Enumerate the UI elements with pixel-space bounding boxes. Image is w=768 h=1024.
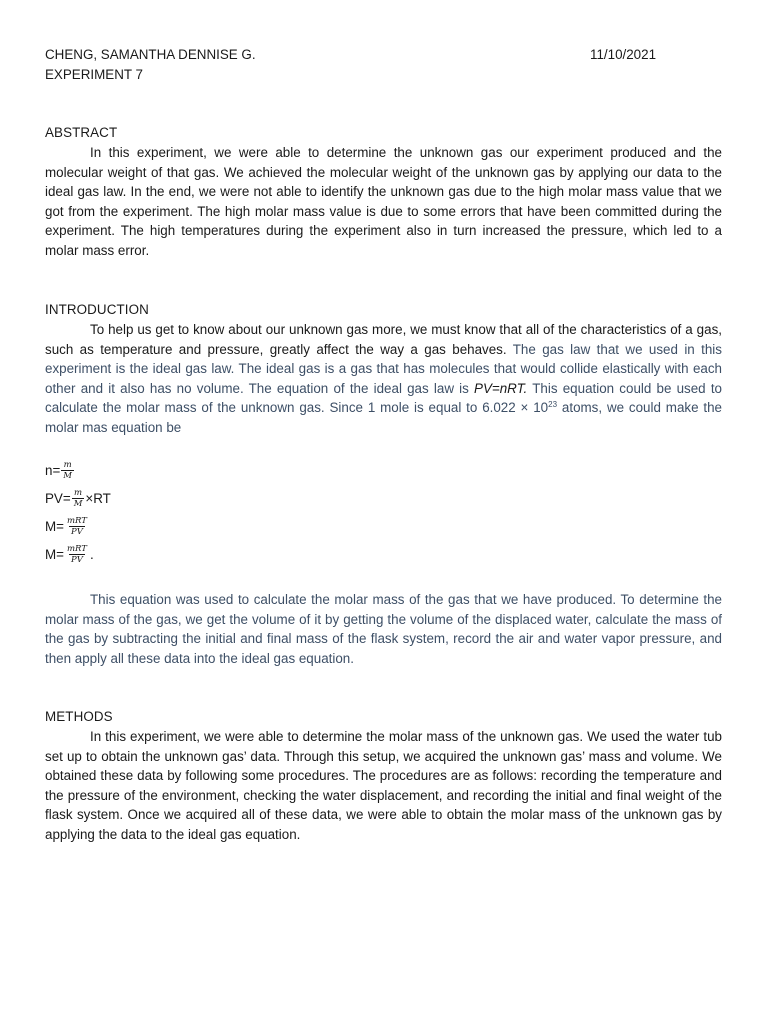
equation-fraction xyxy=(61,460,74,481)
equation-lhs: PV= xyxy=(45,490,71,506)
explanation-paragraph xyxy=(45,590,722,668)
avogadro-exponent: 23 xyxy=(548,400,558,410)
equation-fraction xyxy=(65,516,89,537)
equation-lhs: M= xyxy=(45,518,64,534)
fraction-denominator: M xyxy=(73,498,83,509)
abstract-paragraph xyxy=(45,143,722,261)
fraction-numerator: mRT xyxy=(66,515,87,526)
experiment-number: EXPERIMENT 7 xyxy=(45,67,143,82)
equation-fraction xyxy=(65,544,89,565)
fraction-numerator: m xyxy=(74,487,83,498)
introduction-text-3: This equation could be used to calculate the molar mass of the unknown gas. Since 1 mole is equal to 6.022 × 10 xyxy=(45,380,722,416)
equation-rhs: ×RT xyxy=(85,490,111,506)
fraction-denominator: PV xyxy=(71,554,83,565)
fraction-denominator: PV xyxy=(71,526,83,537)
document-date: 11/10/2021 xyxy=(590,47,657,62)
introduction-text-2: The gas law that we used in this experiment is the ideal gas law. The ideal gas is a gas that has molecules that would collide elastically with each other and it also has no volume. The equation of the ideal gas law is xyxy=(45,341,722,396)
introduction-heading: INTRODUCTION xyxy=(45,302,149,317)
equation-molar-mass xyxy=(45,514,90,538)
fraction-numerator: mRT xyxy=(66,543,87,554)
methods-paragraph xyxy=(45,727,722,845)
abstract-heading: ABSTRACT xyxy=(45,125,118,140)
equation-molar-mass-final xyxy=(45,542,94,566)
equation-lhs: M= xyxy=(45,546,64,562)
author-name: CHENG, SAMANTHA DENNISE G. xyxy=(45,47,256,62)
introduction-paragraph xyxy=(45,320,722,438)
fraction-denominator: M xyxy=(63,470,72,481)
equation-moles xyxy=(45,458,75,482)
equation-fraction xyxy=(72,488,85,509)
methods-heading: METHODS xyxy=(45,709,113,724)
ideal-gas-law-inline: PV=nRT. xyxy=(474,380,528,396)
equation-lhs: n= xyxy=(45,462,61,478)
introduction-text-1: To help us get to know about our unknown gas more, we must know that all of the characteristics of a gas, such as temperature and pressure, greatly affect the way a gas behaves. xyxy=(45,322,722,357)
abstract-text: In this experiment, we were able to determine the unknown gas our experiment produced and the molecular weight of that gas. We achieved the molecular weight of the unknown gas by applying our data to the ideal gas law. In the end, we were not able to identify the unknown gas due to the high molar mass value that we got from the experiment. The high molar mass value is due to some errors that have been committed during the experiment. The high temperatures during the experiment also in turn increased the pressure, which led to a molar mass error. xyxy=(45,145,722,258)
fraction-numerator: m xyxy=(63,459,72,470)
equation-rhs: . xyxy=(89,546,94,562)
explanation-text: This equation was used to calculate the molar mass of the gas that we have produced. To determine the molar mass of the gas, we get the volume of it by getting the volume of the displaced water, calculate the mass of the gas by subtracting the initial and final mass of the flask system, record the air and water vapor pressure, and then apply all these data into the ideal gas equation. xyxy=(45,592,722,666)
introduction-text-4: atoms, we could make the molar mas equation be xyxy=(45,400,723,435)
methods-text: In this experiment, we were able to determine the molar mass of the unknown gas. We used the water tub set up to obtain the unknown gas’ data. Through this setup, we acquired the unknown gas’ mass and volume. We obtained these data by following some procedures. The procedures are as follows: recording the temperature and the pressure of the environment, checking the water displacement, and recording the initial and final weight of the flask system. Once we acquired all of these data, we were able to obtain the molar mass of the unknown gas by applying the data to the ideal gas equation. xyxy=(45,729,722,842)
equation-ideal-gas-substituted xyxy=(45,486,111,510)
